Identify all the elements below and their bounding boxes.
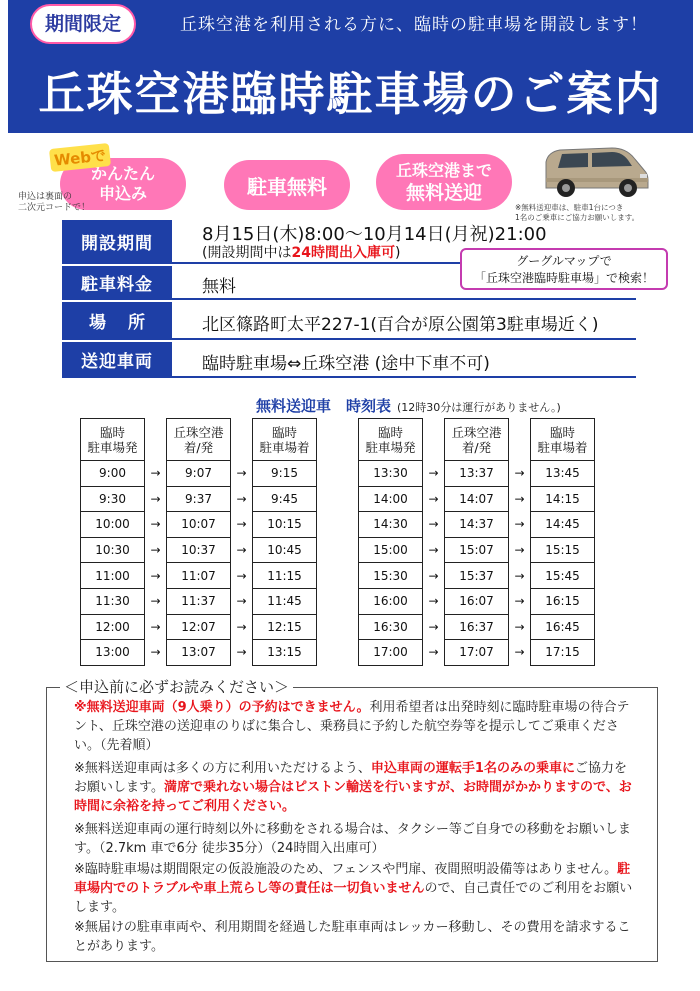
col-airport-header: 丘珠空港 着/発: [445, 419, 509, 461]
arrow-header: [509, 419, 531, 461]
arrow-cell: →: [231, 563, 253, 589]
airport-time: 16:37: [445, 614, 509, 640]
depart-time: 16:00: [359, 588, 423, 614]
van-note-line1: ※無料送迎車は、駐車1台につき: [515, 203, 624, 212]
notice-item4-pre: ※臨時駐車場は期間限定の仮設施設のため、フェンスや門扉、夜間照明設備等はありません。: [74, 862, 618, 877]
arrow-cell: →: [145, 461, 167, 487]
timetable-row: [81, 512, 317, 538]
bubble3-line2: 無料送迎: [405, 182, 482, 204]
depart-time: 9:30: [81, 486, 145, 512]
arrow-header: [231, 419, 253, 461]
arrow-cell: →: [423, 461, 445, 487]
arrow-cell: →: [423, 486, 445, 512]
timetable-row: [81, 486, 317, 512]
notice-item1-rest: 利用希望者は出発時刻に臨時駐車場の待合テント、丘珠空港の送迎車のりばに集合し、乗務員に予約した航空券等を提示してご乗車ください。（先着順）: [74, 700, 630, 753]
arrive-time: 11:45: [253, 588, 317, 614]
timetable-row: [359, 537, 595, 563]
timetable-row: [359, 640, 595, 666]
airport-time: 14:07: [445, 486, 509, 512]
airport-time: 15:37: [445, 563, 509, 589]
header-banner: [8, 0, 693, 133]
depart-time: 9:00: [81, 461, 145, 487]
arrow-cell: →: [509, 563, 531, 589]
airport-time: 13:37: [445, 461, 509, 487]
timetable-row: [81, 563, 317, 589]
arrive-time: 14:15: [531, 486, 595, 512]
place-label: 場所: [62, 302, 172, 338]
arrow-cell: →: [423, 640, 445, 666]
notice-item2-red2: 満席で乗れない場合はピストン輸送を行いますが、お時間がかかりますので、お時間に余裕を持ってご利用ください。: [74, 780, 632, 814]
airport-time: 10:37: [167, 537, 231, 563]
airport-time: 12:07: [167, 614, 231, 640]
depart-time: 11:00: [81, 563, 145, 589]
depart-time: 14:30: [359, 512, 423, 538]
notice-item-4: [74, 860, 634, 917]
timetable-header-row: [81, 419, 317, 461]
arrive-time: 15:15: [531, 537, 595, 563]
airport-time: 16:07: [445, 588, 509, 614]
arrow-header: [423, 419, 445, 461]
notice-item2-pre: ※無料送迎車両は多くの方に利用いただけるよう、: [74, 761, 371, 776]
arrive-time: 17:15: [531, 640, 595, 666]
depart-time: 10:30: [81, 537, 145, 563]
airport-time: 11:37: [167, 588, 231, 614]
depart-time: 13:30: [359, 461, 423, 487]
timetable-row: [359, 588, 595, 614]
header-top: [8, 0, 693, 42]
notice-item-1: [74, 698, 634, 755]
arrow-cell: →: [145, 486, 167, 512]
notice-item2-mid: ご協力をお願いします。: [74, 761, 627, 795]
arrow-cell: →: [509, 486, 531, 512]
fee-label: 駐車料金: [62, 266, 172, 298]
arrow-cell: →: [509, 461, 531, 487]
arrow-cell: →: [231, 588, 253, 614]
qr-code-note: [18, 192, 90, 214]
timetable-title: [256, 395, 561, 416]
airport-time: 9:07: [167, 461, 231, 487]
notice-item3: ※無料送迎車両の運行時刻以外に移動をされる場合は、タクシー等ご自身での移動をお願いします。（2.7km 車で6分 徒歩35分）（24時間入出庫可）: [74, 822, 631, 856]
google-maps-callout: [460, 248, 668, 290]
shuttle-van-icon: [540, 140, 650, 202]
arrive-time: 13:45: [531, 461, 595, 487]
period-note-pre: (開設期間中は: [202, 245, 292, 261]
free-shuttle-bubble: [376, 154, 512, 210]
bubble1-line1: かんたん: [90, 164, 155, 183]
fee-value: 無料: [202, 277, 236, 297]
arrow-cell: →: [509, 537, 531, 563]
code-note-line2: 二次元コードで！: [18, 203, 91, 213]
notice-item-3: [74, 820, 634, 858]
timetable-row: [81, 461, 317, 487]
arrow-cell: →: [145, 588, 167, 614]
arrow-cell: →: [509, 588, 531, 614]
timetable-row: [359, 512, 595, 538]
arrow-cell: →: [231, 537, 253, 563]
arrive-time: 14:45: [531, 512, 595, 538]
callout-line2: 「丘珠空港臨時駐車場」で検索！: [473, 271, 654, 285]
arrow-cell: →: [509, 512, 531, 538]
free-parking-bubble: [224, 160, 350, 210]
arrow-cell: →: [145, 537, 167, 563]
depart-time: 13:00: [81, 640, 145, 666]
col-arrive-header: 臨時 駐車場着: [531, 419, 595, 461]
depart-time: 15:00: [359, 537, 423, 563]
timetable-title-text: 無料送迎車 時刻表: [256, 397, 392, 415]
limited-badge: 期間限定: [30, 4, 136, 44]
arrive-time: 16:15: [531, 588, 595, 614]
notice-item2-red: 申込車両の運転手1名のみの乗車に: [370, 761, 575, 776]
depart-time: 11:30: [81, 588, 145, 614]
airport-time: 15:07: [445, 537, 509, 563]
timetable-row: [81, 537, 317, 563]
arrow-cell: →: [423, 512, 445, 538]
van-note-line2: 1名のご乗車にご協力お願いします。: [515, 213, 640, 222]
notice-item5: ※無届けの駐車車両や、利用期間を経過した駐車車両はレッカー移動し、その費用を請求することがあります。: [74, 920, 631, 954]
notice-item1-red: ※無料送迎車両（9人乗り）の予約はできません。: [74, 700, 370, 715]
period-value: 8月15日(木)8:00～10月14日(月祝)21:00: [202, 224, 547, 245]
timetable-row: [81, 640, 317, 666]
callout-line1: グーグルマップで: [516, 254, 612, 268]
timetable-row: [359, 563, 595, 589]
arrow-cell: →: [509, 614, 531, 640]
airport-time: 10:07: [167, 512, 231, 538]
timetable-header-row: [359, 419, 595, 461]
arrive-time: 9:15: [253, 461, 317, 487]
timetable-subtitle: (12時30分は運行がありません。): [397, 401, 561, 414]
arrive-time: 10:45: [253, 537, 317, 563]
arrow-cell: →: [423, 614, 445, 640]
notice-item-5: [74, 918, 634, 956]
depart-time: 16:30: [359, 614, 423, 640]
timetable-row: [81, 614, 317, 640]
col-depart-header: 臨時 駐車場発: [359, 419, 423, 461]
web-tag: Webで: [49, 143, 111, 172]
shuttle-value: 臨時駐車場⇔丘珠空港 (途中下車不可): [202, 354, 490, 374]
arrow-cell: →: [231, 614, 253, 640]
period-note-red: 24時間出入庫可: [291, 245, 395, 261]
col-arrive-header: 臨時 駐車場着: [253, 419, 317, 461]
notice-title: ＜申込前に必ずお読みください＞: [60, 676, 293, 697]
depart-time: 14:00: [359, 486, 423, 512]
arrive-time: 13:15: [253, 640, 317, 666]
place-row: [62, 302, 636, 340]
depart-time: 15:30: [359, 563, 423, 589]
arrive-time: 15:45: [531, 563, 595, 589]
arrive-time: 16:45: [531, 614, 595, 640]
depart-time: 17:00: [359, 640, 423, 666]
depart-time: 12:00: [81, 614, 145, 640]
airport-time: 17:07: [445, 640, 509, 666]
place-value: 北区篠路町太平227-1(百合が原公園第3駐車場近く): [202, 315, 599, 335]
timetable-row: [81, 588, 317, 614]
col-depart-header: 臨時 駐車場発: [81, 419, 145, 461]
timetable-row: [359, 614, 595, 640]
code-note-line1: 申込は裏面の: [18, 192, 73, 202]
arrow-header: [145, 419, 167, 461]
intro-text: 丘珠空港を利用される方に、臨時の駐車場を開設します！: [180, 15, 648, 35]
arrow-cell: →: [423, 588, 445, 614]
notice-item4-post: ので、自己責任でのご利用をお願いします。: [74, 881, 633, 915]
period-label: 開設期間: [62, 220, 172, 262]
notice-item-2: [74, 759, 634, 816]
notice-item4-red: 駐車場内でのトラブルや車上荒らし等の責任は一切負いません: [74, 862, 631, 896]
airport-time: 9:37: [167, 486, 231, 512]
bubble3-line1: 丘珠空港まで: [395, 161, 492, 180]
airport-time: 14:37: [445, 512, 509, 538]
arrow-cell: →: [509, 640, 531, 666]
arrive-time: 11:15: [253, 563, 317, 589]
timetable-row: [359, 461, 595, 487]
arrow-cell: →: [145, 563, 167, 589]
arrow-cell: →: [145, 640, 167, 666]
period-note: [202, 242, 400, 262]
timetable-right: [358, 418, 595, 666]
arrow-cell: →: [145, 614, 167, 640]
shuttle-label: 送迎車両: [62, 342, 172, 376]
timetable-left: [80, 418, 317, 666]
col-airport-header: 丘珠空港 着/発: [167, 419, 231, 461]
arrive-time: 10:15: [253, 512, 317, 538]
arrow-cell: →: [145, 512, 167, 538]
bubble2-text: 駐車無料: [247, 174, 327, 199]
arrow-cell: →: [423, 563, 445, 589]
page-title: 丘珠空港臨時駐車場のご案内: [38, 67, 663, 121]
arrow-cell: →: [231, 640, 253, 666]
shuttle-row: [62, 342, 636, 378]
airport-time: 13:07: [167, 640, 231, 666]
arrow-cell: →: [231, 512, 253, 538]
airport-time: 11:07: [167, 563, 231, 589]
period-note-post: ): [394, 245, 401, 261]
depart-time: 10:00: [81, 512, 145, 538]
arrive-time: 9:45: [253, 486, 317, 512]
arrow-cell: →: [231, 486, 253, 512]
timetable-row: [359, 486, 595, 512]
bubble1-line2: 申込み: [98, 184, 147, 203]
arrow-cell: →: [231, 461, 253, 487]
arrive-time: 12:15: [253, 614, 317, 640]
arrow-cell: →: [423, 537, 445, 563]
